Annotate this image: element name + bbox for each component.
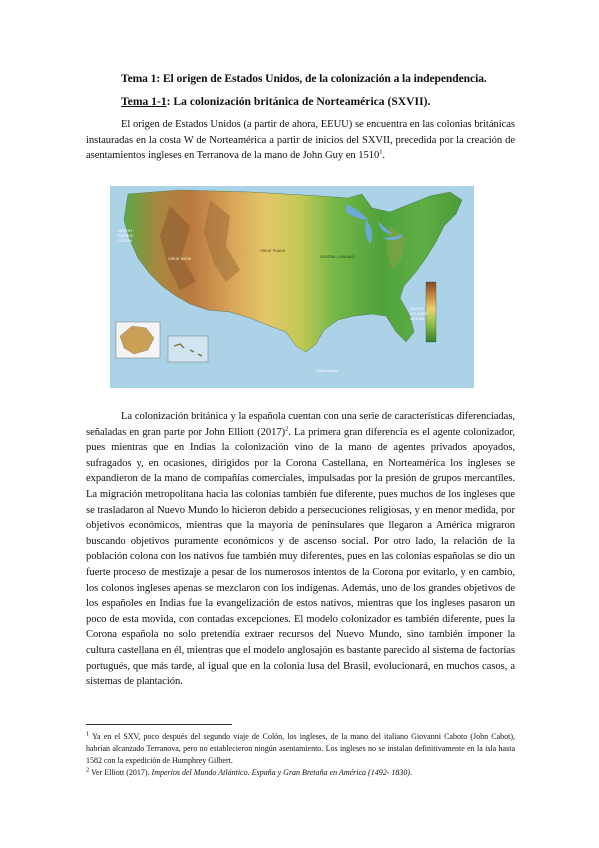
label-great-basin: GREAT BASIN <box>168 257 192 261</box>
footnote-2-book-title: Imperios del Mundo Atlántico. España y Gran Bretaña en América (1492- 1830) <box>151 768 411 777</box>
subtitle-number: Tema 1-1 <box>121 95 167 108</box>
us-relief-map-image <box>110 186 474 388</box>
svg-text:OCEAN: OCEAN <box>410 316 425 321</box>
svg-text:OCEAN: OCEAN <box>118 238 133 243</box>
footnote-separator <box>86 724 232 725</box>
paragraph-comparison <box>86 409 515 690</box>
paragraph-intro-text: El origen de Estados Unidos (a partir de ahora, EEUU) se encuentra en las colonias británicas instauradas en la costa W de Norteamérica a partir de inicios del SXVII, precedida por la creación de asentamientos ingleses en Terranova de la mano de John Guy en 1510 <box>86 119 515 162</box>
svg-text:PACIFIC: PACIFIC <box>118 233 134 238</box>
footnote-ref-1[interactable]: 1 <box>379 148 383 156</box>
label-north-pacific: NORTH <box>118 228 133 233</box>
section-subtitle <box>121 95 430 108</box>
us-relief-map <box>110 186 474 388</box>
footnote-2 <box>86 767 515 779</box>
footnote-ref-2[interactable]: 2 <box>285 425 289 433</box>
footnote-1-text: Ya en el SXV, poco después del segundo viaje de Colón, los ingleses, de la mano del italiano Giovanni Caboto (John Cabot), habrían alcanzado Terranova, pero no establecieron ningún asentamiento. Los ingleses no se instalan definitivamente en la isla hasta 1582 con la expedición de Humphrey Gilbert. <box>86 732 515 765</box>
subtitle-text: : La colonización británica de Norteamérica (SXVII). <box>166 95 431 108</box>
paragraph-intro-end: . <box>382 150 386 162</box>
label-north-atlantic: NORTH <box>410 306 425 311</box>
paragraph-comparison-text-b: . La primera gran diferencia es el agente colonizador, pues mientras que en Indias la colonización vino de la mano de agentes privados apoyados, sufragados y, en ocasiones, dirigidos por la Corona Castellana, en Norteamérica los ingleses se expandieron de la mano de compañías comerciales, impulsadas por la presión de grupos mercantiles. La migración metropolitana hacia las colonias también fue diferente, pues muchos de los ingleses que se trasladaron al Nuevo Mundo lo hicieron debido a persecuciones religiosas, y en menor medida, por objetivos económicos, mientras que la mayoría de peninsulares que llegaron a América migraron buscando objetivos puramente económicos y de ascenso social. Por otro lado, la relación de la población colona con los nativos fue también muy diferentes, pues en las colonias españolas se dio un fuerte proceso de mestizaje a pesar de los numerosos intentos de la Corona por evitarlo, y en cambio, los colonos ingleses apenas se mezclaron con los indígenas. Además, uno de los grandes objetivos de los españoles en Indias fue la evangelización de estos nativos, mientras que los ingleses pasaron un poco de esta movida, con contadas excepciones. El modelo colonizador es también diferente, pues la Corona española no solo pretendía extraer recursos del Nuevo Mundo, sino también imponer la cultura castellana en él, mientras que el modelo anglosajón es bastante parecido al sistema de factorías portugués, que más tarde, al igual que en la colonia lusa del Brasil, evolucionará, en muchos casos, a sistemas de plantación. <box>86 426 515 688</box>
page-title: Tema 1: El origen de Estados Unidos, de la colonización a la independencia. <box>121 72 487 85</box>
label-great-plains: GREAT PLAINS <box>260 249 286 253</box>
footnote-1-number: 1 <box>86 730 90 738</box>
label-gulf: Gulf of Mexico <box>316 369 339 373</box>
paragraph-comparison-text-a: La colonización británica y la española cuentan con una serie de características diferenciadas, señaladas en gran parte por John Elliott (2017) <box>86 411 515 438</box>
footnote-2-number: 2 <box>86 766 90 774</box>
svg-text:ATLANTIC: ATLANTIC <box>410 311 430 316</box>
paragraph-intro <box>86 117 515 164</box>
footnote-2-pre: Ver Elliott (2017). <box>89 768 152 777</box>
label-central-lowland: CENTRAL LOWLAND <box>320 255 355 259</box>
footnote-1 <box>86 731 515 766</box>
footnote-2-post: . <box>410 768 413 777</box>
